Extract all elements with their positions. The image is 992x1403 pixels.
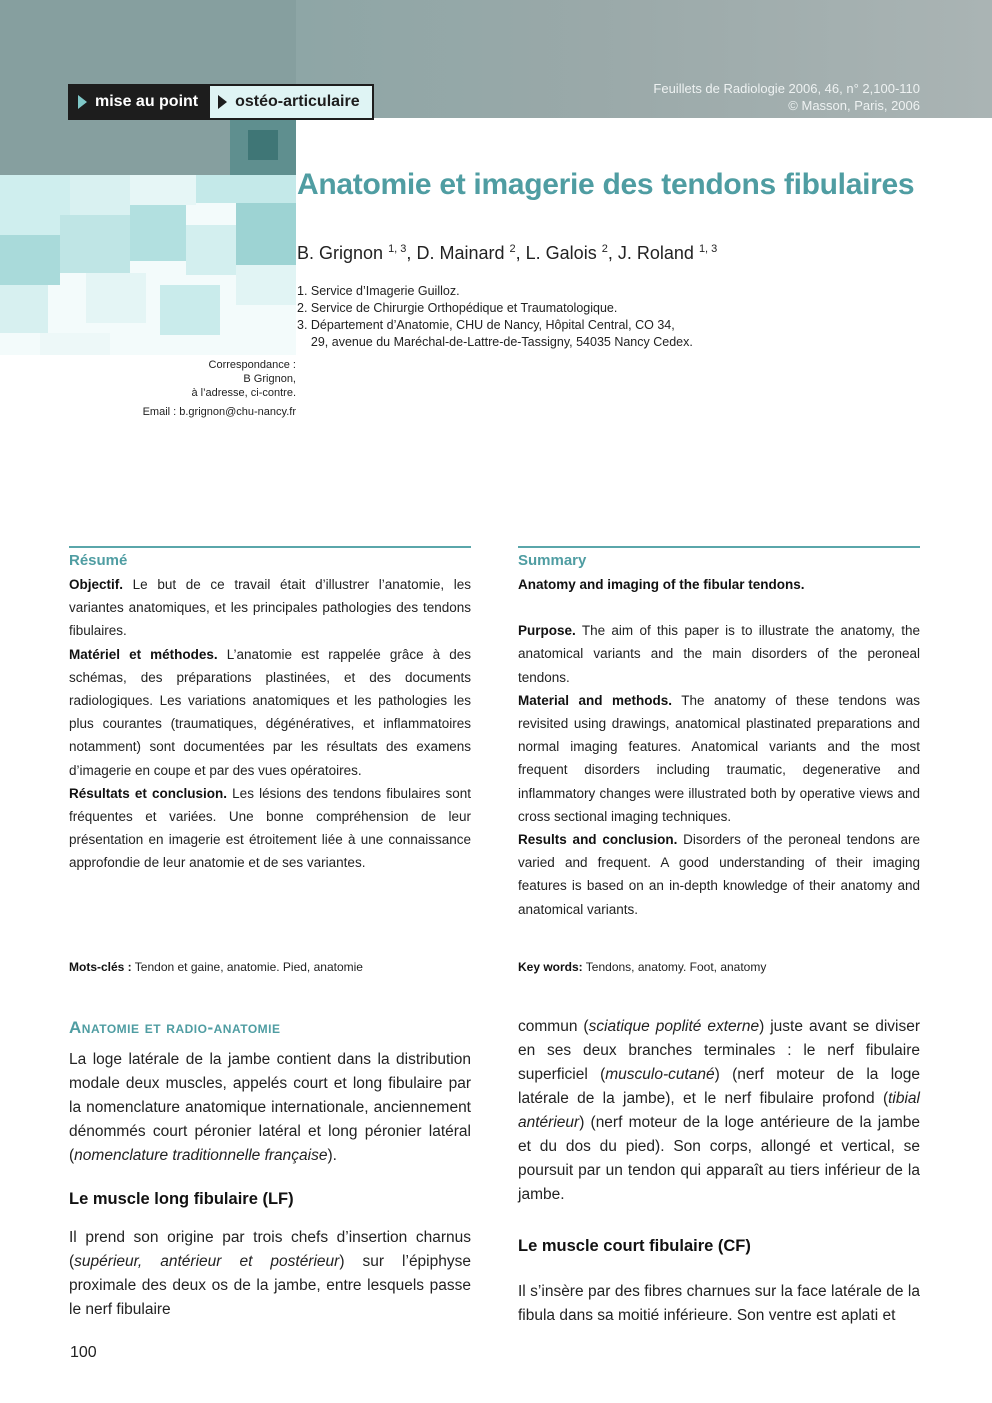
summary-purpose: Purpose. The aim of this paper is to illustrate the anatomy, the anatomical variants and the main disorders of the peroneal tendons.	[518, 623, 920, 685]
divider	[69, 546, 471, 548]
tag-primary-label: mise au point	[95, 93, 199, 110]
author: D. Mainard $^2$,	[416, 243, 521, 263]
resume-methodes: Matériel et méthodes. L’anatomie est rappelée grâce à des schémas, des préparations plastinées, et des documents radiologiques. Les variations anatomiques et les pathologies les plus courantes (traumatiques, dégénératives, et inflammatoires notamment) sont documentées par les résultats des examens d’imagerie en coupe et par des vues opératoires.	[69, 646, 471, 778]
affiliation: 3. Département d’Anatomie, CHU de Nancy, Hôpital Central, CO 34,	[297, 318, 675, 332]
body-right-column	[518, 1015, 920, 1328]
paragraph: Il s’insère par des fibres charnues sur la face latérale de la fibula dans sa moitié inférieure. Son ventre est aplati et	[518, 1283, 920, 1324]
tag-osteo-articulaire	[210, 86, 371, 118]
divider	[518, 546, 920, 548]
author-list	[297, 243, 717, 264]
author: J. Roland $^{1, 3}$	[617, 243, 718, 263]
journal-line-2: © Masson, Paris, 2006	[788, 98, 920, 113]
correspondence	[191, 358, 296, 400]
correspondence-line: B Grignon,	[243, 373, 296, 385]
section-title: Anatomie et radio-anatomie	[69, 1018, 281, 1037]
summary-methods: Material and methods. The anatomy of these tendons was revisited using drawings, anatomical plastinated preparations and normal imaging features. Anatomical variants and the most frequent disorders including traumatic, degenerative and inflammatory changes were illustrated both by operative views and cross sectional imaging techniques.	[518, 692, 921, 824]
summary-heading: Summary	[518, 552, 587, 569]
summary-results: Results and conclusion. Disorders of the peroneal tendons are varied and frequent. A good understanding of their imaging features is based on an in-depth knowledge of their anatomy and anatomical variants.	[518, 832, 920, 917]
page-number: 100	[70, 1344, 97, 1361]
tag-secondary-label: ostéo-articulaire	[235, 93, 360, 110]
journal-citation	[653, 80, 920, 114]
paragraph: commun (sciatique poplité externe) juste avant se diviser en ses deux branches terminales : le nerf fibulaire superficiel (musculo-cutané) (nerf moteur de la loge latérale de la jambe), et le nerf fibulaire profond (tibial antérieur) (nerf moteur de la loge antérieure de la jambe et du dos du pied). Son corps, allongé et vertical, se poursuit par un tendon qui apparaît au tiers inférieur de la jambe.	[518, 1018, 920, 1203]
paragraph: Il prend son origine par trois chefs d’insertion charnus (supérieur, antérieur et postérieur) sur l’épiphyse proximale des deux os de la jambe, entre lesquels passe le nerf fibulaire	[69, 1229, 471, 1318]
affiliation: 1. Service d’Imagerie Guilloz.	[297, 284, 460, 298]
arrow-right-icon	[218, 95, 227, 109]
subsection-title: Le muscle long fibulaire (LF)	[69, 1190, 294, 1208]
arrow-right-icon	[78, 95, 87, 109]
email-link[interactable]: Email : b.grignon@chu-nancy.fr	[142, 406, 296, 418]
tag-mise-au-point	[70, 86, 210, 118]
category-tags	[68, 84, 374, 120]
author: L. Galois $^2$,	[525, 243, 613, 263]
resume-keywords: Mots-clés : Tendon et gaine, anatomie. Pied, anatomie	[69, 960, 363, 974]
resume-resultats: Résultats et conclusion. Les lésions des tendons fibulaires sont fréquentes et variées. Une bonne compréhension de leur présentation en imagerie est étroitement liée à une connaissance approfondie de leur anatomie et de ses variantes.	[69, 785, 471, 871]
summary-keywords: Key words: Tendons, anatomy. Foot, anatomy	[518, 960, 767, 974]
article-title: Anatomie et imagerie des tendons fibulaires	[297, 168, 915, 201]
resume-column	[69, 546, 471, 875]
affiliation: 29, avenue du Maréchal-de-Lattre-de-Tassigny, 54035 Nancy Cedex.	[297, 335, 693, 349]
resume-heading: Résumé	[69, 552, 128, 569]
paragraph: La loge latérale de la jambe contient dans la distribution modale deux muscles, appelés court et long fibulaire par la nomenclature anatomique internationale, anciennement dénommés court péronier latéral et long péronier latéral (nomenclature traditionnelle française).	[69, 1051, 471, 1164]
author: B. Grignon $^{1, 3}$,	[297, 243, 412, 263]
summary-column	[518, 546, 920, 921]
journal-line-1: Feuillets de Radiologie 2006, 46, n° 2,100-110	[653, 81, 920, 96]
correspondence-line: à l’adresse, ci-contre.	[191, 387, 296, 399]
correspondence-line: Correspondance :	[208, 359, 296, 371]
subsection-title: Le muscle court fibulaire (CF)	[518, 1237, 751, 1255]
affiliations	[297, 283, 693, 351]
body-left-column	[69, 1018, 471, 1322]
summary-subtitle: Anatomy and imaging of the fibular tendons.	[518, 577, 805, 592]
resume-objectif: Objectif. Le but de ce travail était d’illustrer l’anatomie, les variantes anatomiques, et les principales pathologies des tendons fibulaires.	[69, 577, 471, 639]
affiliation: 2. Service de Chirurgie Orthopédique et Traumatologique.	[297, 301, 618, 315]
